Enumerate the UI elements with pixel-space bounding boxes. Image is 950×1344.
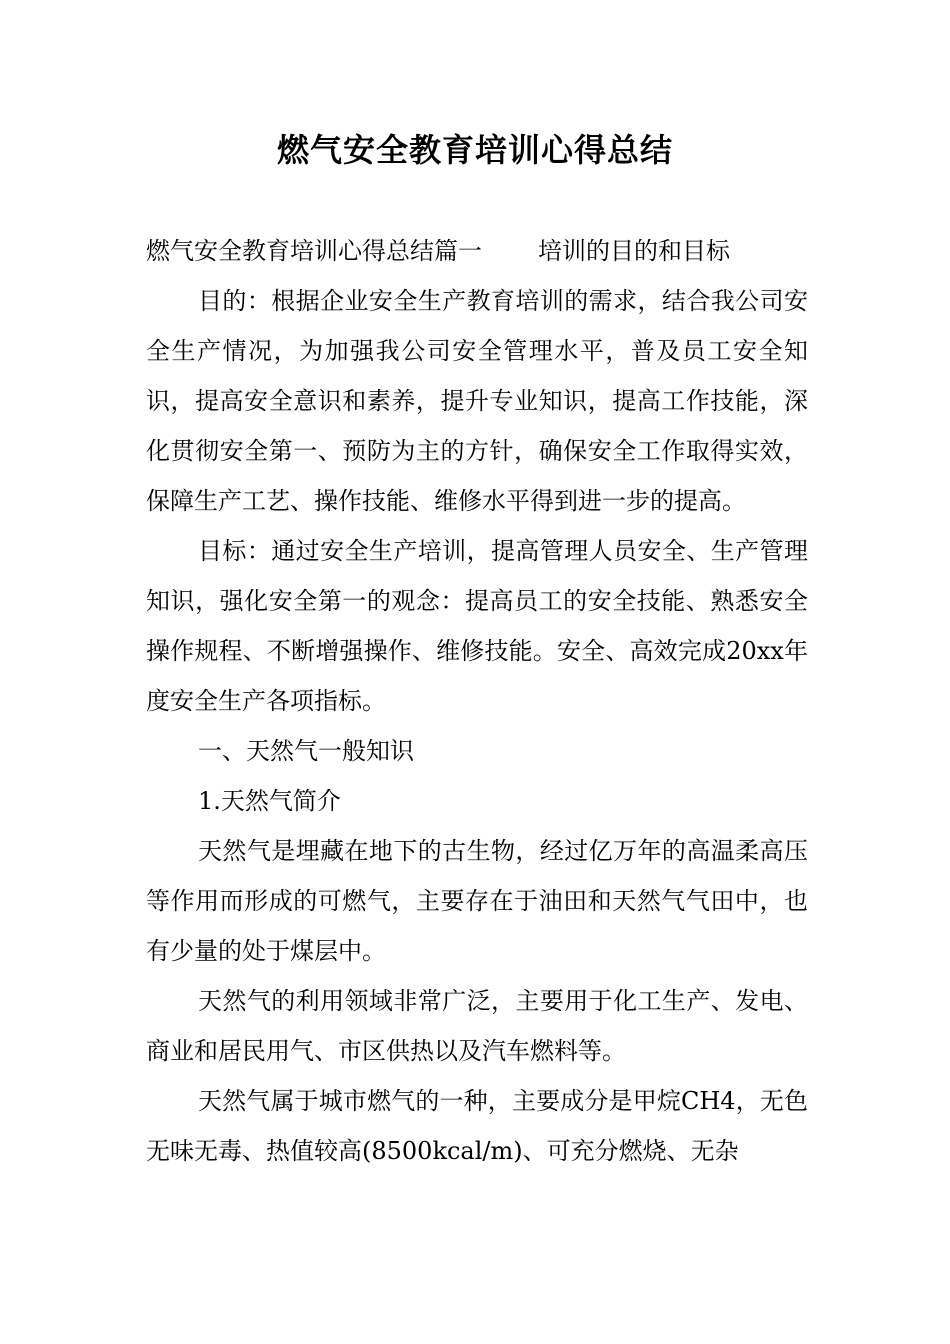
paragraph-origin: 天然气是埋藏在地下的古生物，经过亿万年的高温柔高压等作用而形成的可燃气，主要存在于油田和天然气气田中，也有少量的处于煤层中。 (146, 837, 808, 965)
paragraph-purpose: 目的：根据企业安全生产教育培训的需求，结合我公司安全生产情况，为加强我公司安全管理水平，普及员工安全知识，提高安全意识和素养，提升专业知识，提高工作技能，深化贯彻安全第一、预防为主的方针，确保安全工作取得实效，保障生产工艺、操作技能、维修水平得到进一步的提高。 (146, 287, 808, 515)
section-heading (146, 226, 808, 276)
paragraph-goal: 目标：通过安全生产培训，提高管理人员安全、生产管理知识，强化安全第一的观念：提高员工的安全技能、熟悉安全操作规程、不断增强操作、维修技能。安全、高效完成20xx年度安全生产各项指标。 (146, 537, 808, 715)
heading-natural-gas-intro: 1.天然气简介 (198, 787, 341, 815)
paragraph-usage: 天然气的利用领域非常广泛，主要用于化工生产、发电、商业和居民用气、市区供热以及汽车燃料等。 (146, 987, 808, 1065)
section-heading-topic: 培训的目的和目标 (538, 237, 730, 265)
document-title: 燃气安全教育培训心得总结 (276, 131, 673, 169)
paragraph-composition: 天然气属于城市燃气的一种，主要成分是甲烷CH4，无色无味无毒、热值较高(8500kcal/m)、可充分燃烧、无杂 (146, 1087, 808, 1165)
document-body (146, 226, 808, 1176)
heading-natural-gas-knowledge: 一、天然气一般知识 (198, 737, 414, 765)
section-heading-title: 燃气安全教育培训心得总结篇一 (146, 237, 482, 265)
